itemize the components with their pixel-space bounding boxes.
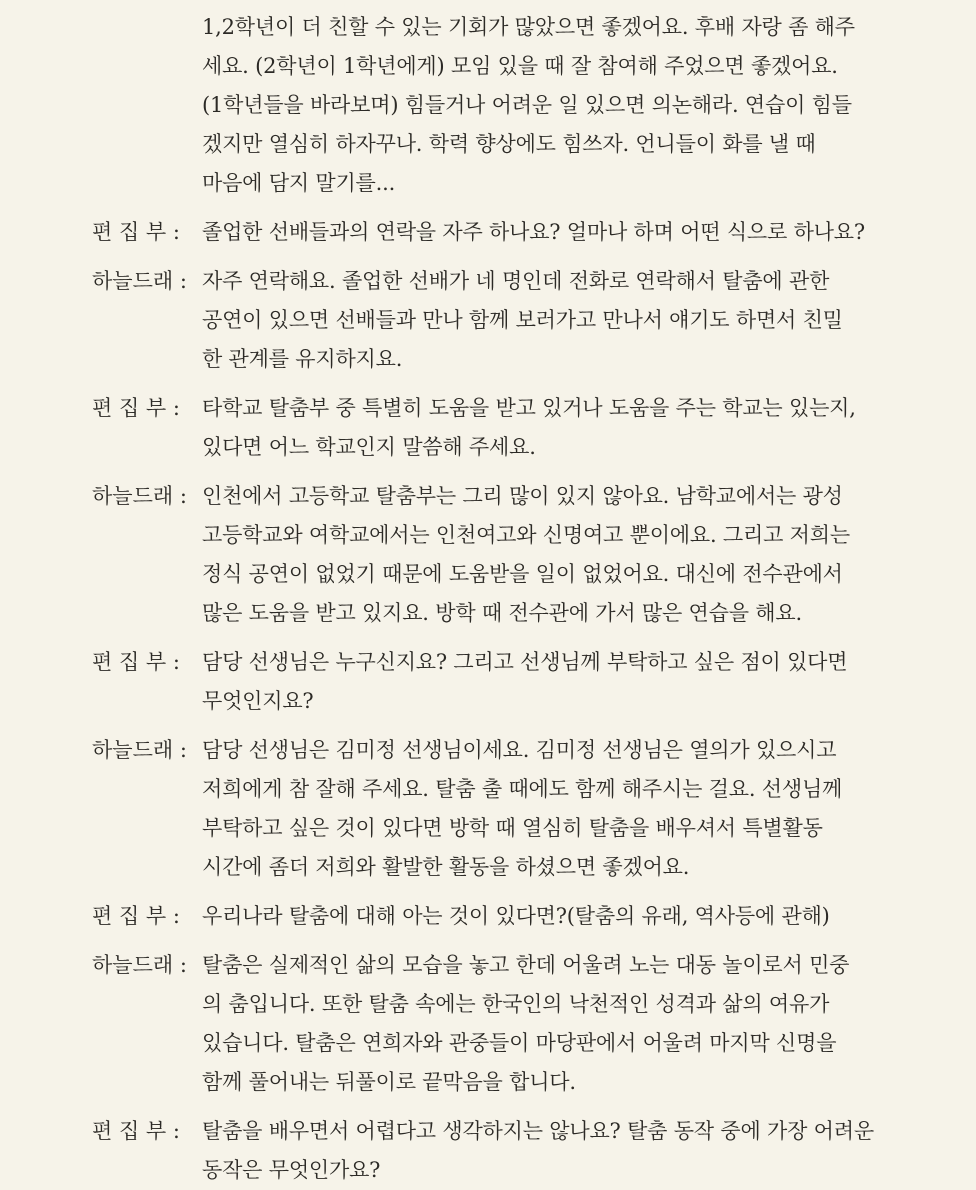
dialogue-entry	[92, 262, 952, 379]
text-line: 우리나라 탈춤에 대해 아는 것이 있다면?(탈춤의 유래, 역사등에 관해)	[202, 904, 830, 928]
dialogue-entry	[92, 946, 952, 1102]
text-line: 고등학교와 여학교에서는 인천여고와 신명여고 뿐이에요. 그리고 저희는	[202, 523, 850, 547]
text-line: 시간에 좀더 저희와 활발한 활동을 하셨으면 좋겠어요.	[202, 855, 690, 879]
text-line: 담당 선생님은 누구신지요? 그리고 선생님께 부탁하고 싶은 점이 있다면	[202, 650, 848, 674]
dialogue-entry	[92, 731, 952, 887]
speaker-label: 편 집 부 :	[92, 220, 180, 244]
text-line: 공연이 있으면 선배들과 만나 함께 보러가고 만나서 얘기도 하면서 친밀	[202, 308, 843, 332]
speaker-label: 하늘드래 :	[92, 953, 187, 977]
text-line: 한 관계를 유지하지요.	[202, 347, 403, 371]
text-line: 졸업한 선배들과의 연락을 자주 하나요? 얼마나 하며 어떤 식으로 하나요?	[202, 220, 865, 244]
text-line: 세요. (2학년이 1학년에게) 모임 있을 때 잘 참여해 주었으면 좋겠어요.	[202, 54, 838, 78]
dialogue-entry	[92, 477, 952, 633]
dialogue-text	[202, 1112, 952, 1190]
text-line: 마음에 담지 말기를...	[202, 171, 396, 195]
dialogue-text	[202, 477, 952, 633]
speaker-label: 하늘드래 :	[92, 269, 187, 293]
dialogue-entry	[92, 897, 952, 936]
text-line: 함께 풀어내는 뒤풀이로 끝막음을 합니다.	[202, 1070, 576, 1094]
text-line: 타학교 탈춤부 중 특별히 도움을 받고 있거나 도움을 주는 학교는 있는지,	[202, 396, 856, 420]
text-line: (1학년들을 바라보며) 힘들거나 어려운 일 있으면 의논해라. 연습이 힘들	[202, 93, 852, 117]
dialogue-entry	[92, 1112, 952, 1190]
speaker-label: 편 집 부 :	[92, 1119, 180, 1143]
dialogue-entry	[92, 213, 952, 252]
text-line: 탈춤을 배우면서 어렵다고 생각하지는 않나요? 탈춤 동작 중에 가장 어려운	[202, 1119, 874, 1143]
text-line: 담당 선생님은 김미정 선생님이세요. 김미정 선생님은 열의가 있으시고	[202, 738, 837, 762]
text-line: 있다면 어느 학교인지 말씀해 주세요.	[202, 435, 536, 459]
text-line: 많은 도움을 받고 있지요. 방학 때 전수관에 가서 많은 연습을 해요.	[202, 601, 802, 625]
text-line: 탈춤은 실제적인 삶의 모습을 놓고 한데 어울려 노는 대동 놀이로서 민중	[202, 953, 850, 977]
text-line: 무엇인지요?	[202, 689, 314, 713]
dialogue-text	[202, 262, 952, 379]
text-line: 있습니다. 탈춤은 연희자와 관중들이 마당판에서 어울려 마지막 신명을	[202, 1031, 837, 1055]
dialogue-text	[202, 946, 952, 1102]
dialogue-text	[202, 213, 952, 252]
speaker-label: 편 집 부 :	[92, 650, 180, 674]
text-line: 부탁하고 싶은 것이 있다면 방학 때 열심히 탈춤을 배우셔서 특별활동	[202, 816, 823, 840]
text-line: 1,2학년이 더 친할 수 있는 기회가 많았으면 좋겠어요. 후배 자랑 좀 해주	[202, 15, 855, 39]
text-line: 겠지만 열심히 하자꾸나. 학력 향상에도 힘쓰자. 언니들이 화를 낼 때	[202, 132, 816, 156]
intro-paragraph	[202, 8, 952, 203]
speaker-label: 하늘드래 :	[92, 484, 187, 508]
text-line: 의 춤입니다. 또한 탈춤 속에는 한국인의 낙천적인 성격과 삶의 여유가	[202, 992, 830, 1016]
text-line: 자주 연락해요. 졸업한 선배가 네 명인데 전화로 연락해서 탈춤에 관한	[202, 269, 830, 293]
speaker-label: 하늘드래 :	[92, 738, 187, 762]
dialogue-entry	[92, 643, 952, 721]
text-line: 동작은 무엇인가요?	[202, 1158, 381, 1182]
dialogue-text	[202, 897, 952, 936]
speaker-label: 편 집 부 :	[92, 904, 180, 928]
text-line: 저희에게 참 잘해 주세요. 탈춤 출 때에도 함께 해주시는 걸요. 선생님께	[202, 777, 843, 801]
speaker-label: 편 집 부 :	[92, 396, 180, 420]
dialogue-text	[202, 731, 952, 887]
dialogue-text	[202, 643, 952, 721]
dialogue-entry	[92, 389, 952, 467]
text-line: 정식 공연이 없었기 때문에 도움받을 일이 없었어요. 대신에 전수관에서	[202, 562, 843, 586]
text-line: 인천에서 고등학교 탈춤부는 그리 많이 있지 않아요. 남학교에서는 광성	[202, 484, 843, 508]
dialogue-text	[202, 389, 952, 467]
